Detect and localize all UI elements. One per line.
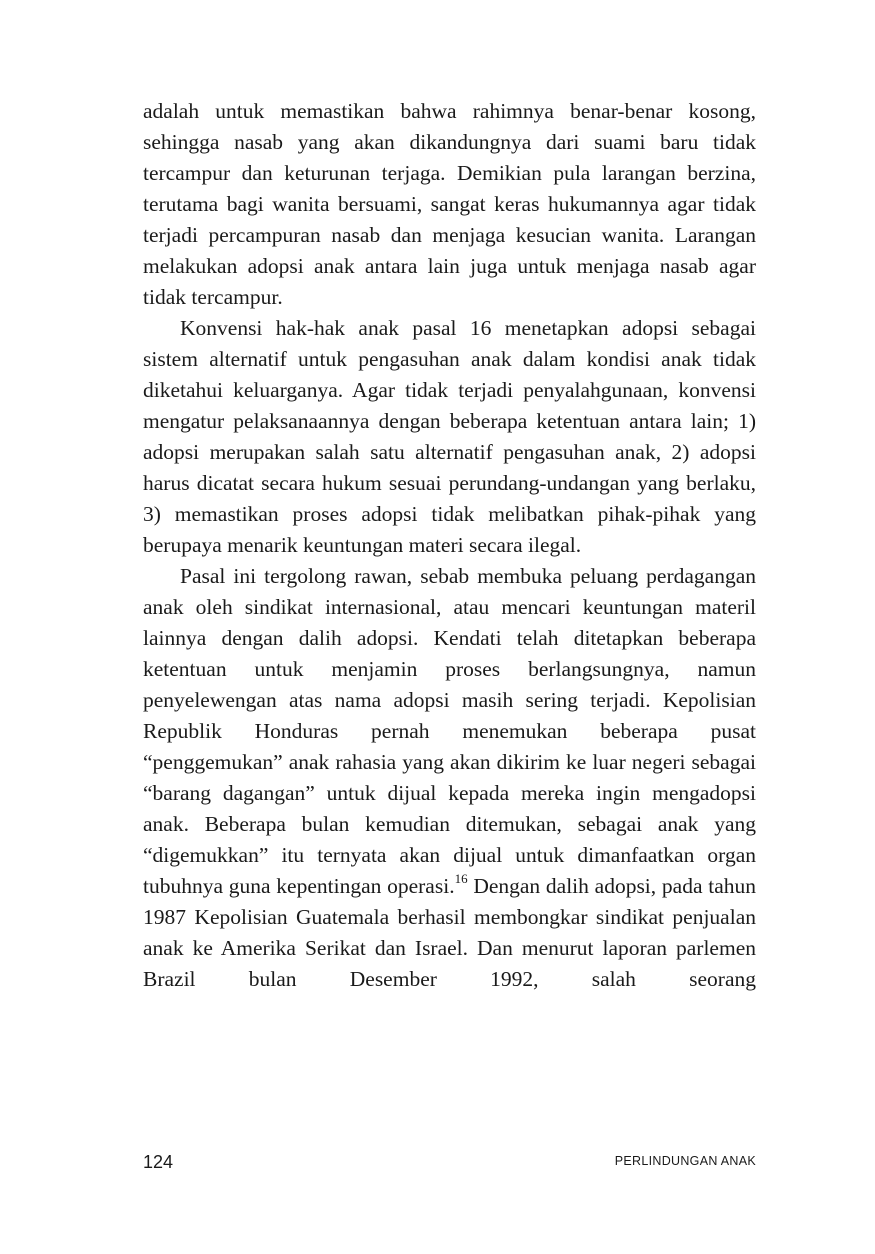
page-body (143, 96, 756, 995)
body-paragraph-1: adalah untuk memastikan bahwa rahimnya benar-benar kosong, sehingga nasab yang akan dikandungnya dari suami baru tidak tercampur dan keturunan terjaga. Demikian pula larangan berzina, terutama bagi wanita bersuami, sangat keras hukumannya agar tidak terjadi percampuran nasab dan menjaga kesucian wanita. Larangan melakukan adopsi anak antara lain juga untuk menjaga nasab agar tidak tercampur. (143, 99, 756, 309)
running-footer-title: PERLINDUNGAN ANAK (614, 1154, 756, 1168)
footnote-reference[interactable]: 16 (454, 870, 468, 886)
body-paragraph-2: Konvensi hak-hak anak pasal 16 menetapkan adopsi sebagai sistem alternatif untuk pengasuhan anak dalam kondisi anak tidak diketahui keluarganya. Agar tidak terjadi penyalahgunaan, konvensi mengatur pelaksanaannya dengan beberapa ketentuan antara lain; 1) adopsi merupakan salah satu alternatif pengasuhan anak, 2) adopsi harus dicatat secara hukum sesuai perundang-undangan yang berlaku, 3) memastikan proses adopsi tidak melibatkan pihak-pihak yang berupaya menarik keuntungan materi secara ilegal. (143, 316, 756, 557)
body-paragraph-3 (143, 561, 756, 995)
paragraph-3-text-after-footnote: Dengan dalih adopsi, pada tahun 1987 Kepolisian Guatemala berhasil membongkar sindikat penjualan anak ke Amerika Serikat dan Israel. Dan menurut laporan parlemen Brazil bulan Desember 1992, salah seorang (143, 874, 756, 991)
page-number: 124 (143, 1152, 174, 1172)
paragraph-3-text-before-footnote: Pasal ini tergolong rawan, sebab membuka peluang perdagangan anak oleh sindikat internasional, atau mencari keuntungan materil lainnya dengan dalih adopsi. Kendati telah ditetapkan beberapa ketentuan untuk menjamin proses berlangsungnya, namun penyelewengan atas nama adopsi masih sering terjadi. Kepolisian Republik Honduras pernah menemukan beberapa pusat “penggemukan” anak rahasia yang akan dikirim ke luar negeri sebagai “barang dagangan” untuk dijual kepada mereka ingin mengadopsi anak. Beberapa bulan kemudian ditemukan, sebagai anak yang “digemukkan” itu ternyata akan dijual untuk dimanfaatkan organ tubuhnya guna kepentingan operasi. (143, 564, 756, 898)
